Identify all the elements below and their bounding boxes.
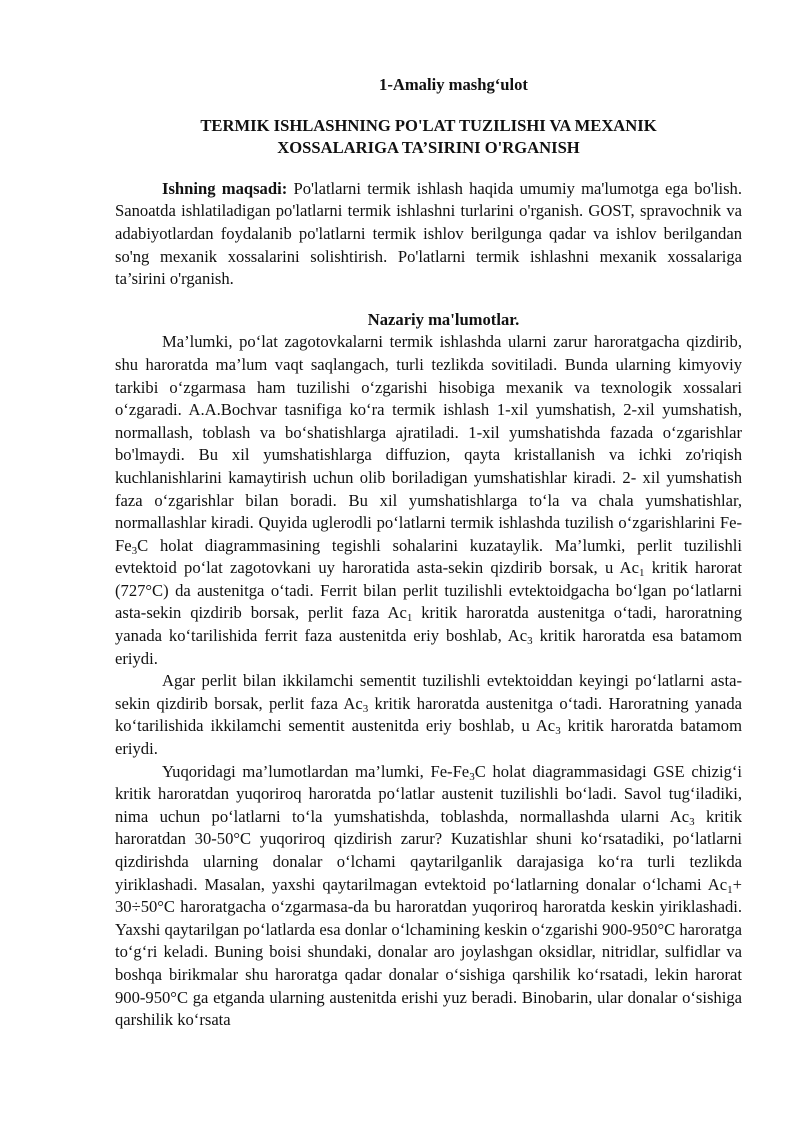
lesson-label: 1-Amaliy mashg‘ulot <box>379 75 528 94</box>
theory-paragraph-3 <box>115 761 742 1032</box>
p1-text-e: kritik haroratda esa batamom eriydi. <box>115 626 742 668</box>
p1-subscript-4: 3 <box>527 635 533 648</box>
p1-subscript-3: 1 <box>406 612 413 625</box>
p3-subscript-2: 3 <box>689 815 695 828</box>
p3-subscript-3: 1 <box>727 883 733 896</box>
p2-text-a: Agar perlit bilan ikkilamchi sementit tuzilishli evtektoiddan keyingi po‘latlarni asta-sekin qizdirib borsak, perlit faza Ac <box>115 671 742 713</box>
theory-paragraph-1 <box>115 331 742 670</box>
p1-text-a: Ma’lumki, po‘lat zagotovkalarni termik ishlashda ularni zarur haroratgacha qizdirib, shu haroratda ma’lum vaqt saqlangach, turli tezlikda sovitiladi. Bunda ularning kimyoviy tarkibi o‘zgarmasa ham tuzilishi o‘zgarishi hisobiga mexanik va texnologik xossalari o‘zgaradi. A.A.Bochvar tasnifiga ko‘ra termik ishlash 1-xil yumshatish, 2-xil yumshatish, normallash, toblash va bo‘shatishlarga ajratiladi. 1-xil yumshatishda fazada o‘zgarishlar bo'lmaydi. Bu xil yumshatishlarga diffuzion, qayta kristallanish va ichki zo'riqish kuchlanishlarini kamaytirish uchun olib boriladigan yumshatishlar kiradi. 2- xil yumshatish faza o‘zgarishlar bilan boradi. Bu xil yumshatishlarga to‘la va chala yumshatishlar, normallashlar kiradi. Quyida uglerodli po‘latlarni termik ishlashda tuzilish o‘zgarishlarini Fe-Fe <box>115 332 742 555</box>
p1-text-b: C holat diagrammasining tegishli sohalarini kuzataylik. Ma’lumki, perlit tuzilishli evtektoid po‘lat zagotovkani uy haroratida asta-sekin qizdirib borsak, u Ac <box>115 535 742 578</box>
theory-heading: Nazariy ma'lumotlar. <box>367 309 520 329</box>
document-title <box>115 115 742 160</box>
p2-text-b: kritik haroratda austenitga o‘tadi. Haroratning yanada ko‘tarilishida ikkilamchi sementit austenitda eriy boshlab, u Ac <box>115 693 743 736</box>
p2-text-c: kritik haroratda batamom eriydi. <box>115 716 743 759</box>
p3-text-b: C holat diagrammasidagi GSE chizig‘i kritik haroratdan yuqoriroq haroratda po‘latlar austenit tuzilishli bo‘ladi. Savol tug‘iladiki, nima uchun po‘latlarni to‘la yumshatishda, toblashda, normallashda ularni Ac <box>115 761 743 826</box>
p1-subscript-1: 3 <box>131 544 138 557</box>
p3-text-c: kritik haroratdan 30-50°C yuqoriroq qizdirish zarur? Kuzatishlar shuni ko‘rsatadiki, po‘latlarni qizdirishda ularning donalar o‘lchami qaytarilganlik darajasiga ko‘ra turli tezlikda yiriklashadi. Masalan, yaxshi qaytarilmagan evtektoid po‘latlarning donalar o‘lchami Ac <box>115 806 742 894</box>
p2-subscript-1: 3 <box>362 702 369 715</box>
p3-text-d: + 30÷50°C haroratgacha o‘zgarmasa-da bu haroratdan yuqoriroq haroratda keskin yiriklashadi. Yaxshi qaytarilgan po‘latlarda esa donlar o‘lchamining keskin o‘zgarishi 900-950°C haroratga to‘g‘ri keladi. Buning boisi shundaki, donalar aro joylashgan oksidlar, nitridlar, sulfidlar va boshqa birikmalar shu haroratga qadar donalar o‘sishiga qarshilik ko‘rsatadi, lekin harorat 900-950°C ga etganda ularning austenitda erishi yuz beradi. Binobarin, ular donalar o‘sishiga qarshilik ko‘rsata <box>115 874 742 1030</box>
purpose-paragraph <box>115 178 742 291</box>
title-line-2: XOSSALARIGA TA’SIRINI O'RGANISH <box>277 138 580 158</box>
p3-text-a: Yuqoridagi ma’lumotlardan ma’lumki, Fe-Fe <box>162 761 470 781</box>
purpose-text: Po'latlarni termik ishlash haqida umumiy ma'lumotga ega bo'lish. Sanoatda ishlatiladigan po'latlarni termik ishlashni turlarini o'rganish. GOST, spravochnik va adabiyotlardan foydalanib po'latlarni termik ishlov berilgunga qadar va ishlov berilgandan so'ng mexanik xossalarini solishtirish. Po'latlarni termik ishlashni mexanik xossalariga ta’sirini o'rganish. <box>115 178 742 289</box>
p3-subscript-1: 3 <box>469 770 475 783</box>
p2-subscript-2: 3 <box>555 725 561 738</box>
p1-subscript-2: 1 <box>639 567 645 580</box>
purpose-label: Ishning maqsadi: <box>162 178 288 198</box>
title-line-1: TERMIK ISHLASHNING PO'LAT TUZILISHI VA MEXANIK <box>200 115 657 135</box>
p1-text-d: kritik haroratda austenitga o‘tadi, haroratning yanada ko‘tarilishida ferrit faza austenitda eriy boshlab, Ac <box>115 603 742 646</box>
p1-text-c: kritik harorat (727°C) da austenitga o‘tadi. Ferrit bilan perlit tuzilishli evtektoidgacha bo‘lgan po‘latlarni asta-sekin qizdirib borsak, perlit faza Ac <box>115 558 742 623</box>
document-page <box>115 74 742 1032</box>
theory-paragraph-2 <box>115 670 742 760</box>
